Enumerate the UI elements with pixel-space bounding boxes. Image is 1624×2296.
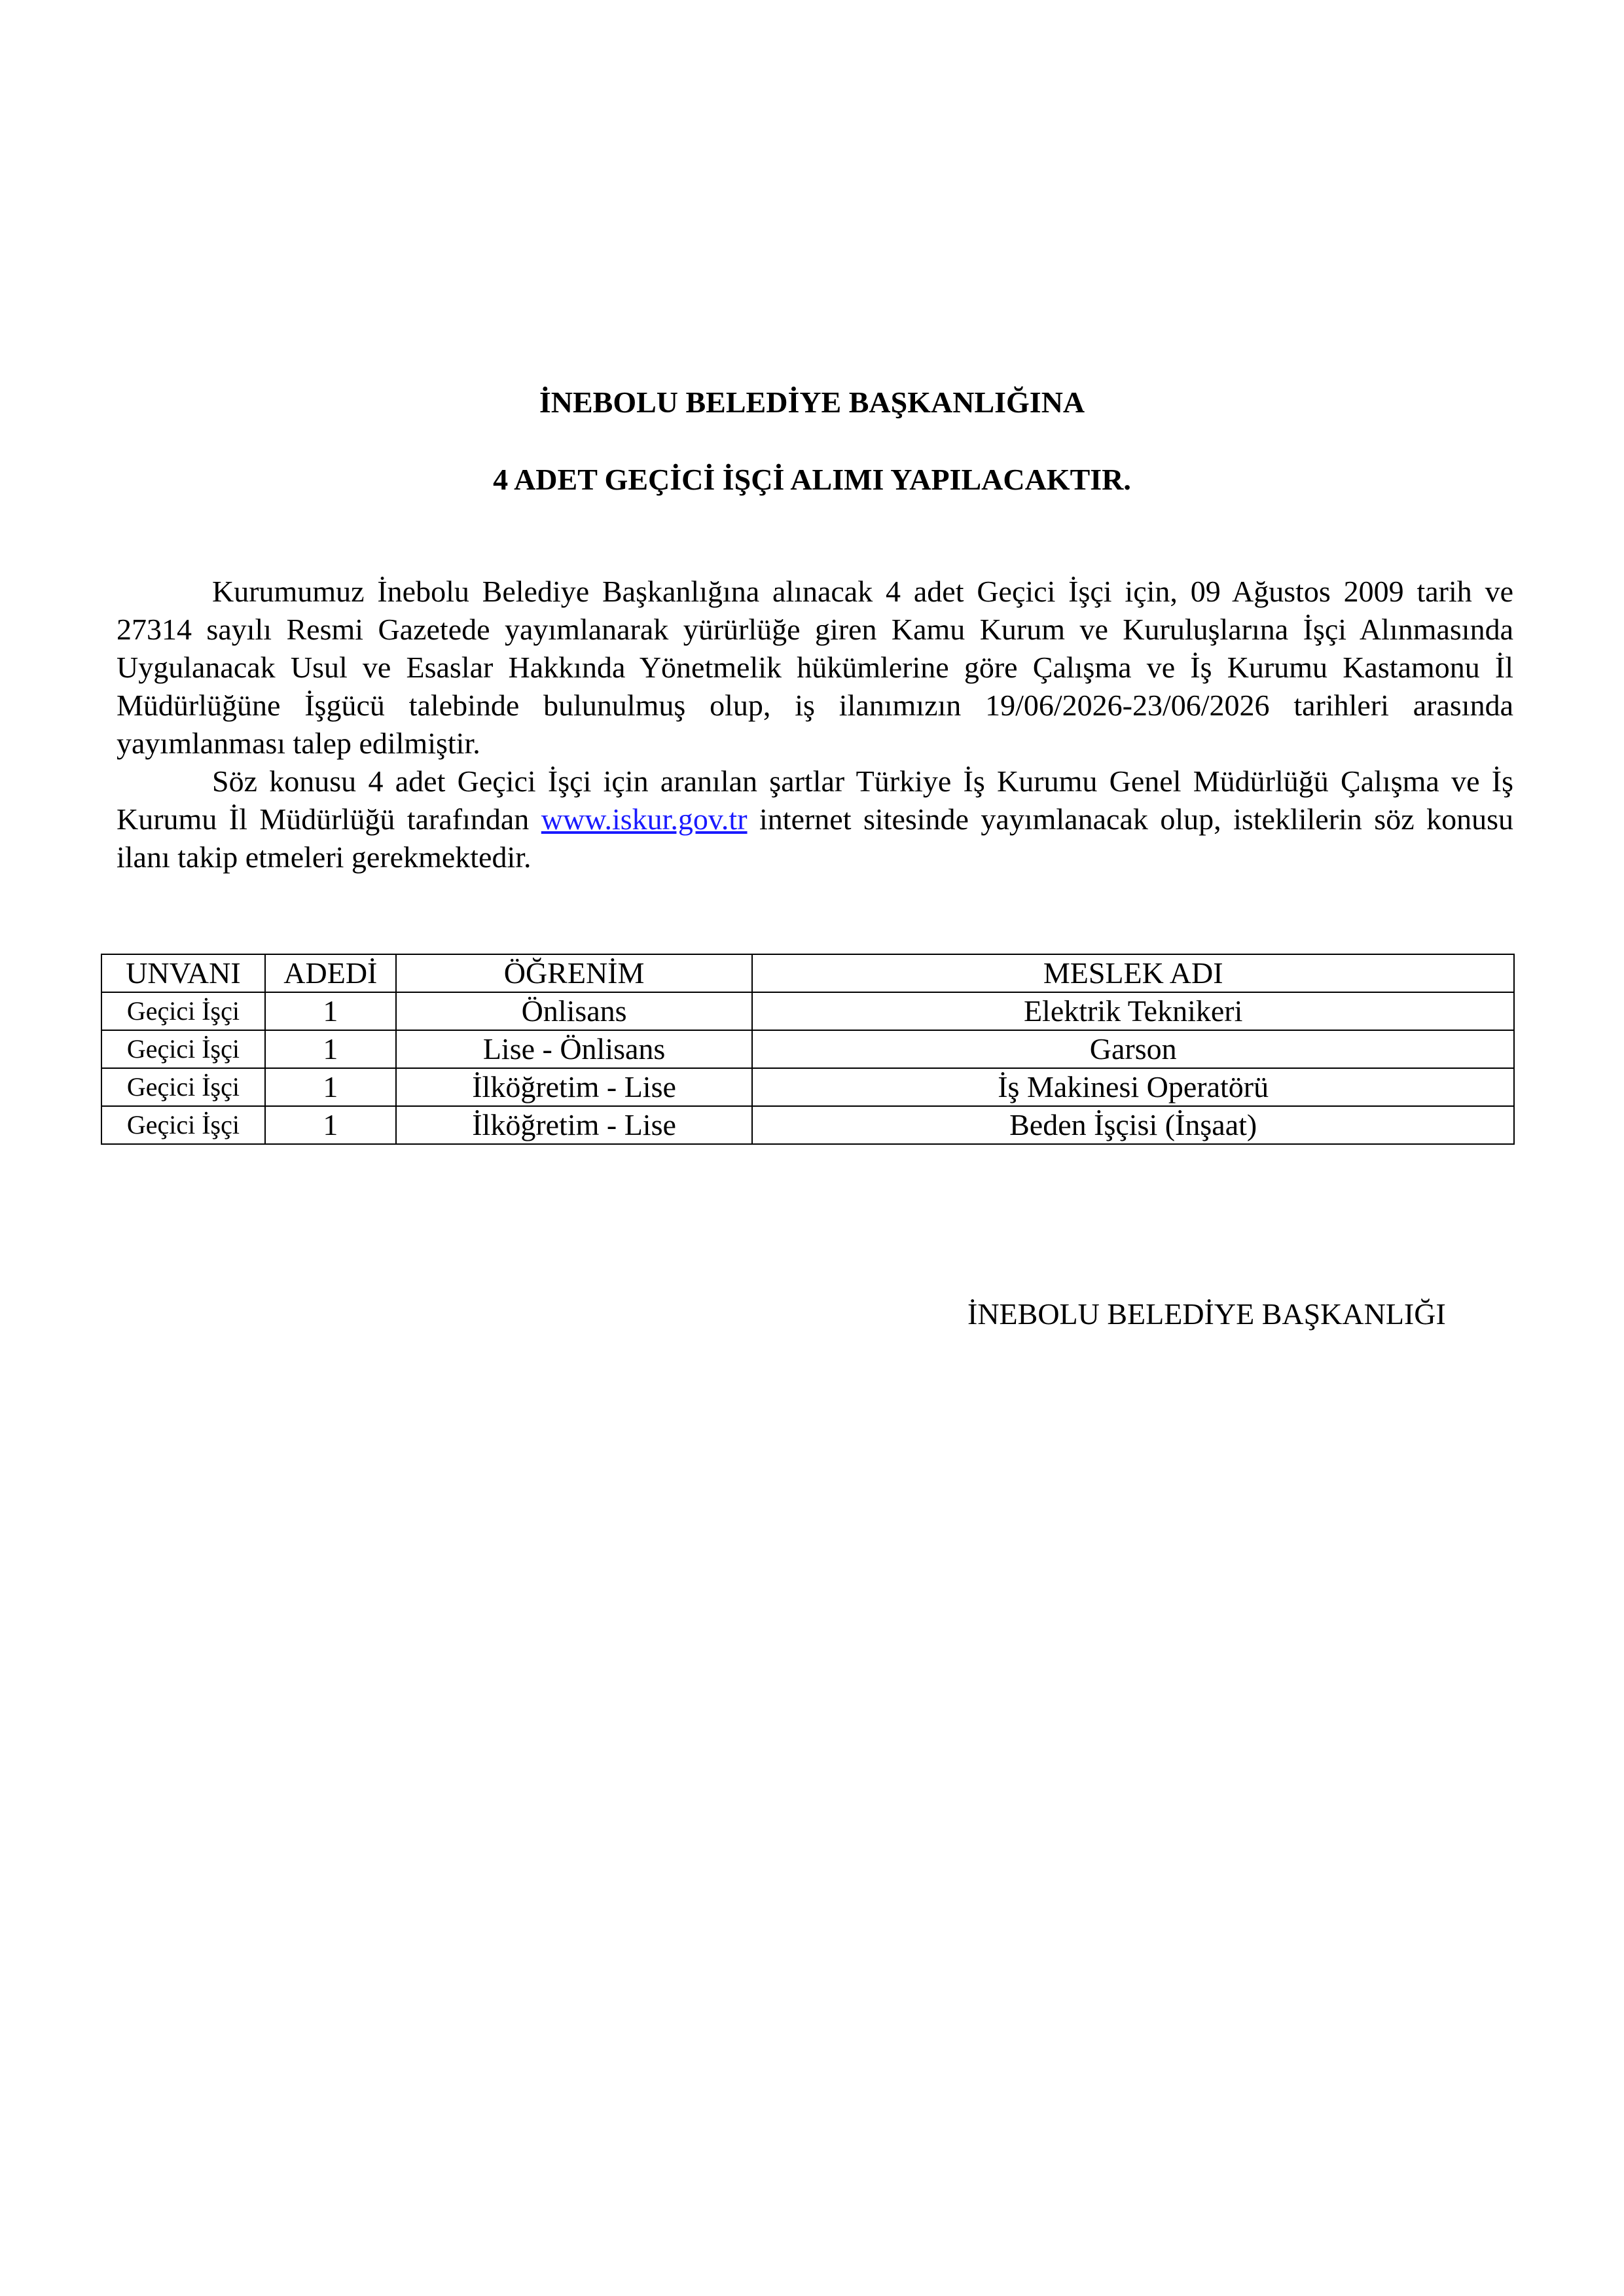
signature: İNEBOLU BELEDİYE BAŞKANLIĞI (967, 1297, 1446, 1331)
page-title: İNEBOLU BELEDİYE BAŞKANLIĞINA (539, 386, 1085, 419)
job-positions-table (101, 954, 1515, 1145)
cell-unvani: Geçici İşçi (101, 1068, 265, 1106)
cell-meslek-adi: Elektrik Teknikeri (752, 992, 1514, 1030)
iskur-website-link[interactable]: www.iskur.gov.tr (541, 802, 748, 836)
paragraph-conditions-text-end: internet sitesinde yayımlanacak olup, isteklilerin söz konusu ilanı takip etmeleri gerekmektedir. (117, 802, 1513, 874)
announcement-body (117, 573, 1513, 876)
cell-unvani: Geçici İşçi (101, 1106, 265, 1144)
cell-meslek-adi: Beden İşçisi (İnşaat) (752, 1106, 1514, 1144)
cell-adedi: 1 (265, 1068, 396, 1106)
cell-adedi: 1 (265, 992, 396, 1030)
cell-adedi: 1 (265, 1106, 396, 1144)
paragraph-conditions-text-start: Söz konusu 4 adet Geçici İşçi için aranılan şartlar Türkiye İş Kurumu Genel Müdürlüğü Çalışma ve İş Kurumu İl Müdürlüğü tarafından (117, 764, 1513, 836)
cell-meslek-adi: İş Makinesi Operatörü (752, 1068, 1514, 1106)
cell-ogrenim: İlköğretim - Lise (396, 1068, 753, 1106)
cell-adedi: 1 (265, 1030, 396, 1068)
table-row (101, 1106, 1514, 1144)
table-row (101, 1030, 1514, 1068)
cell-meslek-adi: Garson (752, 1030, 1514, 1068)
cell-ogrenim: Önlisans (396, 992, 753, 1030)
paragraph-conditions (117, 762, 1513, 876)
column-header-ogrenim: ÖĞRENİM (396, 954, 753, 992)
table-row (101, 992, 1514, 1030)
table-row (101, 1068, 1514, 1106)
table-header-row (101, 954, 1514, 992)
cell-ogrenim: Lise - Önlisans (396, 1030, 753, 1068)
page-subtitle: 4 ADET GEÇİCİ İŞÇİ ALIMI YAPILACAKTIR. (493, 463, 1131, 496)
cell-unvani: Geçici İşçi (101, 1030, 265, 1068)
cell-ogrenim: İlköğretim - Lise (396, 1106, 753, 1144)
column-header-unvani: UNVANI (101, 954, 265, 992)
paragraph-intro: Kurumumuz İnebolu Belediye Başkanlığına alınacak 4 adet Geçici İşçi için, 09 Ağustos 2009 tarih ve 27314 sayılı Resmi Gazetede yayımlanarak yürürlüğe giren Kamu Kurum ve Kuruluşlarına İşçi Alınmasında Uygulanacak Usul ve Esaslar Hakkında Yönetmelik hükümlerine göre Çalışma ve İş Kurumu Kastamonu İl Müdürlüğüne İşgücü talebinde bulunulmuş olup, iş ilanımızın 19/06/2026-23/06/2026 tarihleri arasında yayımlanması talep edilmiştir. (117, 575, 1513, 760)
cell-unvani: Geçici İşçi (101, 992, 265, 1030)
column-header-adedi: ADEDİ (265, 954, 396, 992)
column-header-meslek-adi: MESLEK ADI (752, 954, 1514, 992)
